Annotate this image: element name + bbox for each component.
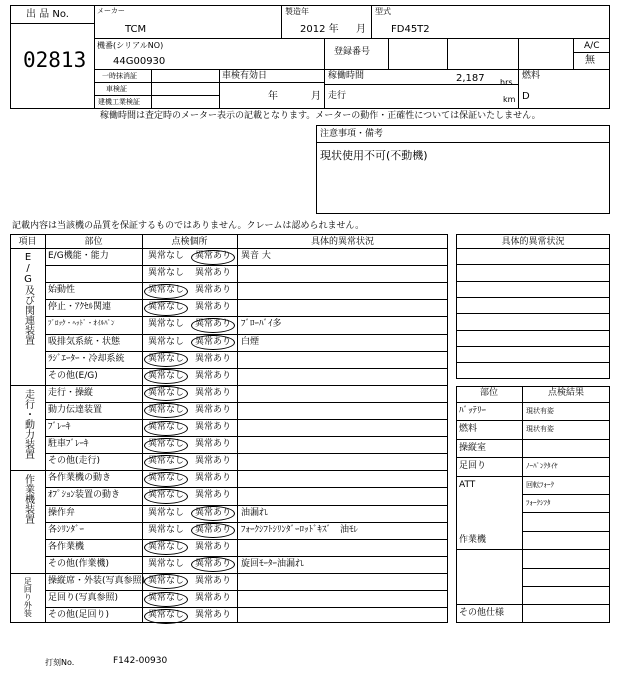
row-divider [45, 556, 448, 557]
option-abnormal-label: 異常あり [195, 387, 232, 398]
row-divider [456, 439, 610, 440]
row-divider [456, 402, 610, 403]
option-normal-label: 異常なし [148, 268, 185, 279]
option-abnormal-label: 異常あり [195, 404, 232, 415]
row-part-label: 各ｼﾘﾝﾀﾞｰ [48, 524, 85, 535]
serial-value: 44G00930 [113, 56, 166, 67]
row-divider [522, 586, 610, 587]
option-abnormal-label: 異常あり [195, 473, 232, 484]
row-part-label: 走行・操縦 [48, 387, 94, 398]
row-divider [45, 368, 448, 369]
option-normal-label: 異常なし [148, 353, 185, 364]
option-abnormal-label: 異常あり [195, 370, 232, 381]
fuel-label: 燃料 [522, 71, 541, 81]
result-part-label: ﾊﾞｯﾃﾘｰ [459, 406, 487, 416]
option-normal-label: 異常なし [148, 370, 185, 381]
option-abnormal-label: 異常あり [195, 524, 232, 535]
option-normal-label: 異常なし [148, 404, 185, 415]
option-abnormal-label: 異常あり [195, 319, 232, 330]
result-value: 現状有姿 [526, 425, 554, 434]
circle-mark-normal [144, 421, 188, 436]
row-divider [45, 522, 448, 523]
divider [151, 69, 152, 109]
row-divider [45, 316, 448, 317]
maker-value: TCM [125, 24, 147, 35]
divider [324, 38, 325, 69]
result-part-label: 操縦室 [459, 442, 487, 453]
month-unit: 月 [311, 91, 321, 102]
row-detail-text: 油漏れ [241, 507, 269, 518]
option-abnormal-label: 異常あり [195, 285, 232, 296]
row-divider [522, 494, 610, 495]
divider [573, 38, 574, 69]
option-abnormal-label: 異常あり [195, 610, 232, 621]
result-value: ﾉｰﾊﾟﾝｸﾀｲﾔ [526, 462, 558, 471]
option-abnormal-label: 異常あり [195, 575, 232, 586]
row-part-label: ﾌﾞﾚｰｷ [48, 422, 71, 432]
option-abnormal-label: 異常あり [195, 558, 232, 569]
row-part-label: その他(走行) [48, 456, 101, 467]
row-divider [45, 539, 448, 540]
circle-mark-abnormal [191, 318, 235, 333]
disclaimer: 記載内容は当該機の品質を保証するものではありません。クレームは認められません。 [12, 221, 365, 231]
detail-table-header: 具体的異常状況 [501, 237, 565, 247]
row-divider [45, 299, 448, 300]
row-divider [45, 419, 448, 420]
group-label: 足回り外装 [23, 576, 33, 617]
row-divider [45, 334, 448, 335]
divider [324, 69, 325, 109]
row-part-label: ｵﾌﾟｼｮﾝ装置の動き [48, 490, 121, 501]
row-divider [45, 505, 448, 506]
col-item-header: 項目 [18, 237, 37, 247]
option-normal-label: 異常なし [148, 422, 185, 432]
year-unit: 年 [268, 91, 278, 102]
row-detail-text: 旋回ﾓｰﾀｰ油漏れ [241, 558, 305, 569]
circle-mark-abnormal [191, 506, 235, 521]
divider [237, 234, 238, 623]
option-normal-label: 異常なし [148, 490, 185, 501]
col-check-header: 点検個所 [171, 237, 208, 247]
option-abnormal-label: 異常あり [195, 353, 232, 364]
workcert-label: 建機工業検証 [98, 98, 140, 106]
detail-table [456, 234, 610, 379]
circle-mark-normal [144, 284, 188, 299]
divider [573, 52, 610, 53]
result-part-label: 燃料 [459, 424, 478, 435]
option-normal-label: 異常なし [148, 387, 185, 398]
row-detail-text: ﾌﾞﾛｰﾊﾞｲ多 [241, 319, 282, 330]
result-part-label: 作業機 [459, 534, 487, 545]
circle-mark-normal [144, 438, 188, 453]
notes-label: 注意事項・備考 [320, 129, 384, 139]
divider [219, 82, 324, 83]
circle-mark-normal [144, 352, 188, 367]
option-normal-label: 異常なし [148, 541, 185, 552]
row-divider [45, 282, 448, 283]
divider [371, 5, 372, 38]
row-part-label: 駐車ﾌﾞﾚｰｷ [48, 439, 89, 450]
result-part-label: ATT [459, 479, 476, 490]
row-divider [45, 436, 448, 437]
maker-label: メーカー [97, 7, 125, 15]
option-normal-label: 異常なし [148, 524, 185, 535]
notes-text: 現状使用不可(不動機) [320, 149, 428, 162]
option-abnormal-label: 異常あり [195, 541, 232, 552]
circle-mark-normal [144, 301, 188, 316]
row-part-label: その他(足回り) [48, 610, 110, 621]
row-part-label: 操作弁 [48, 507, 76, 518]
option-abnormal-label: 異常あり [195, 593, 232, 603]
result-part-label: その他仕様 [459, 608, 505, 619]
hours-value: 2,187 [456, 73, 485, 84]
option-normal-label: 異常なし [148, 456, 185, 467]
option-normal-label: 異常なし [148, 319, 185, 330]
temp-permit-label: 一時抹消証 [102, 72, 137, 80]
divider [142, 234, 143, 623]
divider [10, 248, 448, 249]
divider [94, 82, 219, 83]
row-part-label: 各作業機 [48, 541, 85, 552]
option-abnormal-label: 異常あり [195, 336, 232, 347]
row-divider [456, 330, 610, 331]
ac-value: 無 [585, 55, 595, 66]
divider [281, 5, 282, 38]
result-value: ﾌｫｰｸｼﾌﾀ [526, 499, 551, 507]
row-divider [45, 402, 448, 403]
option-normal-label: 異常なし [148, 507, 185, 518]
result-value: 現状有姿 [526, 407, 554, 415]
row-part-label: 始動性 [48, 285, 76, 296]
circle-mark-abnormal [191, 250, 235, 265]
model-value: FD45T2 [391, 24, 430, 35]
divider [45, 234, 46, 623]
row-divider [456, 297, 610, 298]
row-part-label: ﾗｼﾞｴｰﾀｰ・冷却系統 [48, 353, 125, 364]
divider [388, 38, 389, 69]
row-divider [456, 549, 610, 550]
option-abnormal-label: 異常あり [195, 507, 232, 518]
serial-label: 機番(シリアルNO) [97, 41, 164, 50]
row-divider [456, 604, 610, 605]
option-abnormal-label: 異常あり [195, 268, 232, 279]
row-detail-text: 異音 大 [241, 251, 271, 261]
circle-mark-abnormal [191, 335, 235, 350]
row-part-label: 動力伝達装置 [48, 404, 103, 415]
group-label: E/G及び関連装置 [22, 252, 34, 345]
option-normal-label: 異常なし [148, 285, 185, 296]
row-part-label: その他(作業機) [48, 558, 110, 569]
inspection-cert-label: 車検証 [106, 85, 127, 93]
divider [456, 248, 610, 249]
result-col-result-header: 点検結果 [547, 388, 584, 398]
result-part-label: 足回り [459, 461, 487, 472]
row-divider [45, 590, 448, 591]
row-divider [45, 453, 448, 454]
row-divider [45, 351, 448, 352]
option-abnormal-label: 異常あり [195, 302, 232, 313]
header-frame [10, 5, 610, 109]
option-normal-label: 異常なし [148, 575, 185, 586]
row-divider [522, 568, 610, 569]
divider [94, 95, 219, 96]
option-normal-label: 異常なし [148, 593, 185, 603]
row-divider [522, 531, 610, 532]
row-divider [456, 457, 610, 458]
row-part-label: 停止・ｱｸｾﾙ関連 [48, 302, 112, 313]
option-normal-label: 異常なし [148, 558, 185, 569]
row-part-label: 足回り(写真参照) [48, 593, 119, 603]
divider [518, 38, 519, 69]
row-part-label: ﾌﾞﾛｯｸ・ﾍｯﾄﾞ・ｵｲﾙﾊﾟﾝ [48, 319, 115, 328]
option-normal-label: 異常なし [148, 473, 185, 484]
row-divider [456, 313, 610, 314]
circle-mark-normal [144, 592, 188, 607]
circle-mark-normal [144, 489, 188, 504]
circle-mark-normal [144, 472, 188, 487]
group-label: 走行・動力装置 [22, 388, 34, 459]
row-divider [456, 281, 610, 282]
year-value: 2012 年 [300, 24, 339, 35]
col-detail-header: 具体的異常状況 [310, 237, 374, 247]
stamp-value: F142-00930 [113, 656, 168, 666]
ac-label: A/C [584, 41, 600, 51]
option-normal-label: 異常なし [148, 439, 185, 450]
row-part-label: 操縦席・外装(写真参照) [48, 575, 146, 586]
registration-label: 登録番号 [334, 47, 371, 57]
divider [94, 69, 610, 70]
col-part-header: 部位 [84, 237, 103, 247]
divider [447, 38, 448, 69]
divider [518, 69, 519, 109]
option-abnormal-label: 異常あり [195, 456, 232, 467]
circle-mark-normal [144, 609, 188, 624]
divider [219, 69, 220, 109]
row-divider [45, 607, 448, 608]
option-abnormal-label: 異常あり [195, 490, 232, 501]
row-part-label: E/G機能・能力 [48, 251, 109, 261]
option-normal-label: 異常なし [148, 302, 185, 313]
group-label: 作業機装置 [22, 474, 34, 525]
hours-label: 稼働時間 [328, 71, 365, 81]
result-col-part-header: 部位 [479, 388, 498, 398]
hours-unit: hrs [500, 78, 513, 87]
circle-mark-normal [144, 455, 188, 470]
row-part-label: その他(E/G) [48, 370, 98, 381]
divider [522, 386, 523, 623]
lot-number: 02813 [23, 48, 87, 72]
year-label: 製造年 [285, 7, 309, 16]
row-detail-text: 白煙 [241, 336, 260, 347]
km-unit: km [503, 95, 516, 104]
row-part-label: 吸排気系統・状態 [48, 336, 121, 347]
result-value: 回転ﾌｫｰｸ [526, 480, 554, 489]
row-divider [45, 265, 448, 266]
circle-mark-abnormal [191, 523, 235, 538]
inspection-expiry-label: 車検有効日 [222, 71, 268, 81]
divider [94, 38, 610, 39]
row-divider [45, 487, 448, 488]
row-divider [10, 573, 448, 574]
row-part-label: 各作業機の動き [48, 473, 112, 484]
row-divider [456, 346, 610, 347]
meter-note: 稼働時間は査定時のメーター表示の記載となります。メーターの動作・正確性については保証いたしません。 [100, 111, 541, 121]
fuel-value: D [522, 91, 530, 102]
row-divider [456, 362, 610, 363]
row-divider [522, 512, 610, 513]
row-divider [456, 264, 610, 265]
row-divider [456, 420, 610, 421]
option-normal-label: 異常なし [148, 610, 185, 621]
divider [94, 5, 95, 109]
option-abnormal-label: 異常あり [195, 439, 232, 450]
option-abnormal-label: 異常あり [195, 251, 232, 261]
divider [316, 142, 610, 143]
option-abnormal-label: 異常あり [195, 422, 232, 432]
row-detail-text: ﾌｫｰｸｼﾌﾄｼﾘﾝﾀﾞｰﾛｯﾄﾞｷｽﾞ 油ﾓﾚ [241, 524, 359, 535]
option-normal-label: 異常なし [148, 336, 185, 347]
option-normal-label: 異常なし [148, 251, 185, 261]
row-divider [10, 470, 448, 471]
model-label: 型式 [375, 7, 391, 16]
row-divider [10, 385, 448, 386]
mileage-label: 走行 [328, 91, 347, 101]
divider [10, 23, 94, 24]
month-suffix: 月 [356, 24, 366, 35]
stamp-label: 打刻No. [45, 658, 75, 667]
lot-label: 出 品 No. [26, 9, 69, 20]
row-divider [456, 476, 610, 477]
divider [324, 84, 518, 85]
